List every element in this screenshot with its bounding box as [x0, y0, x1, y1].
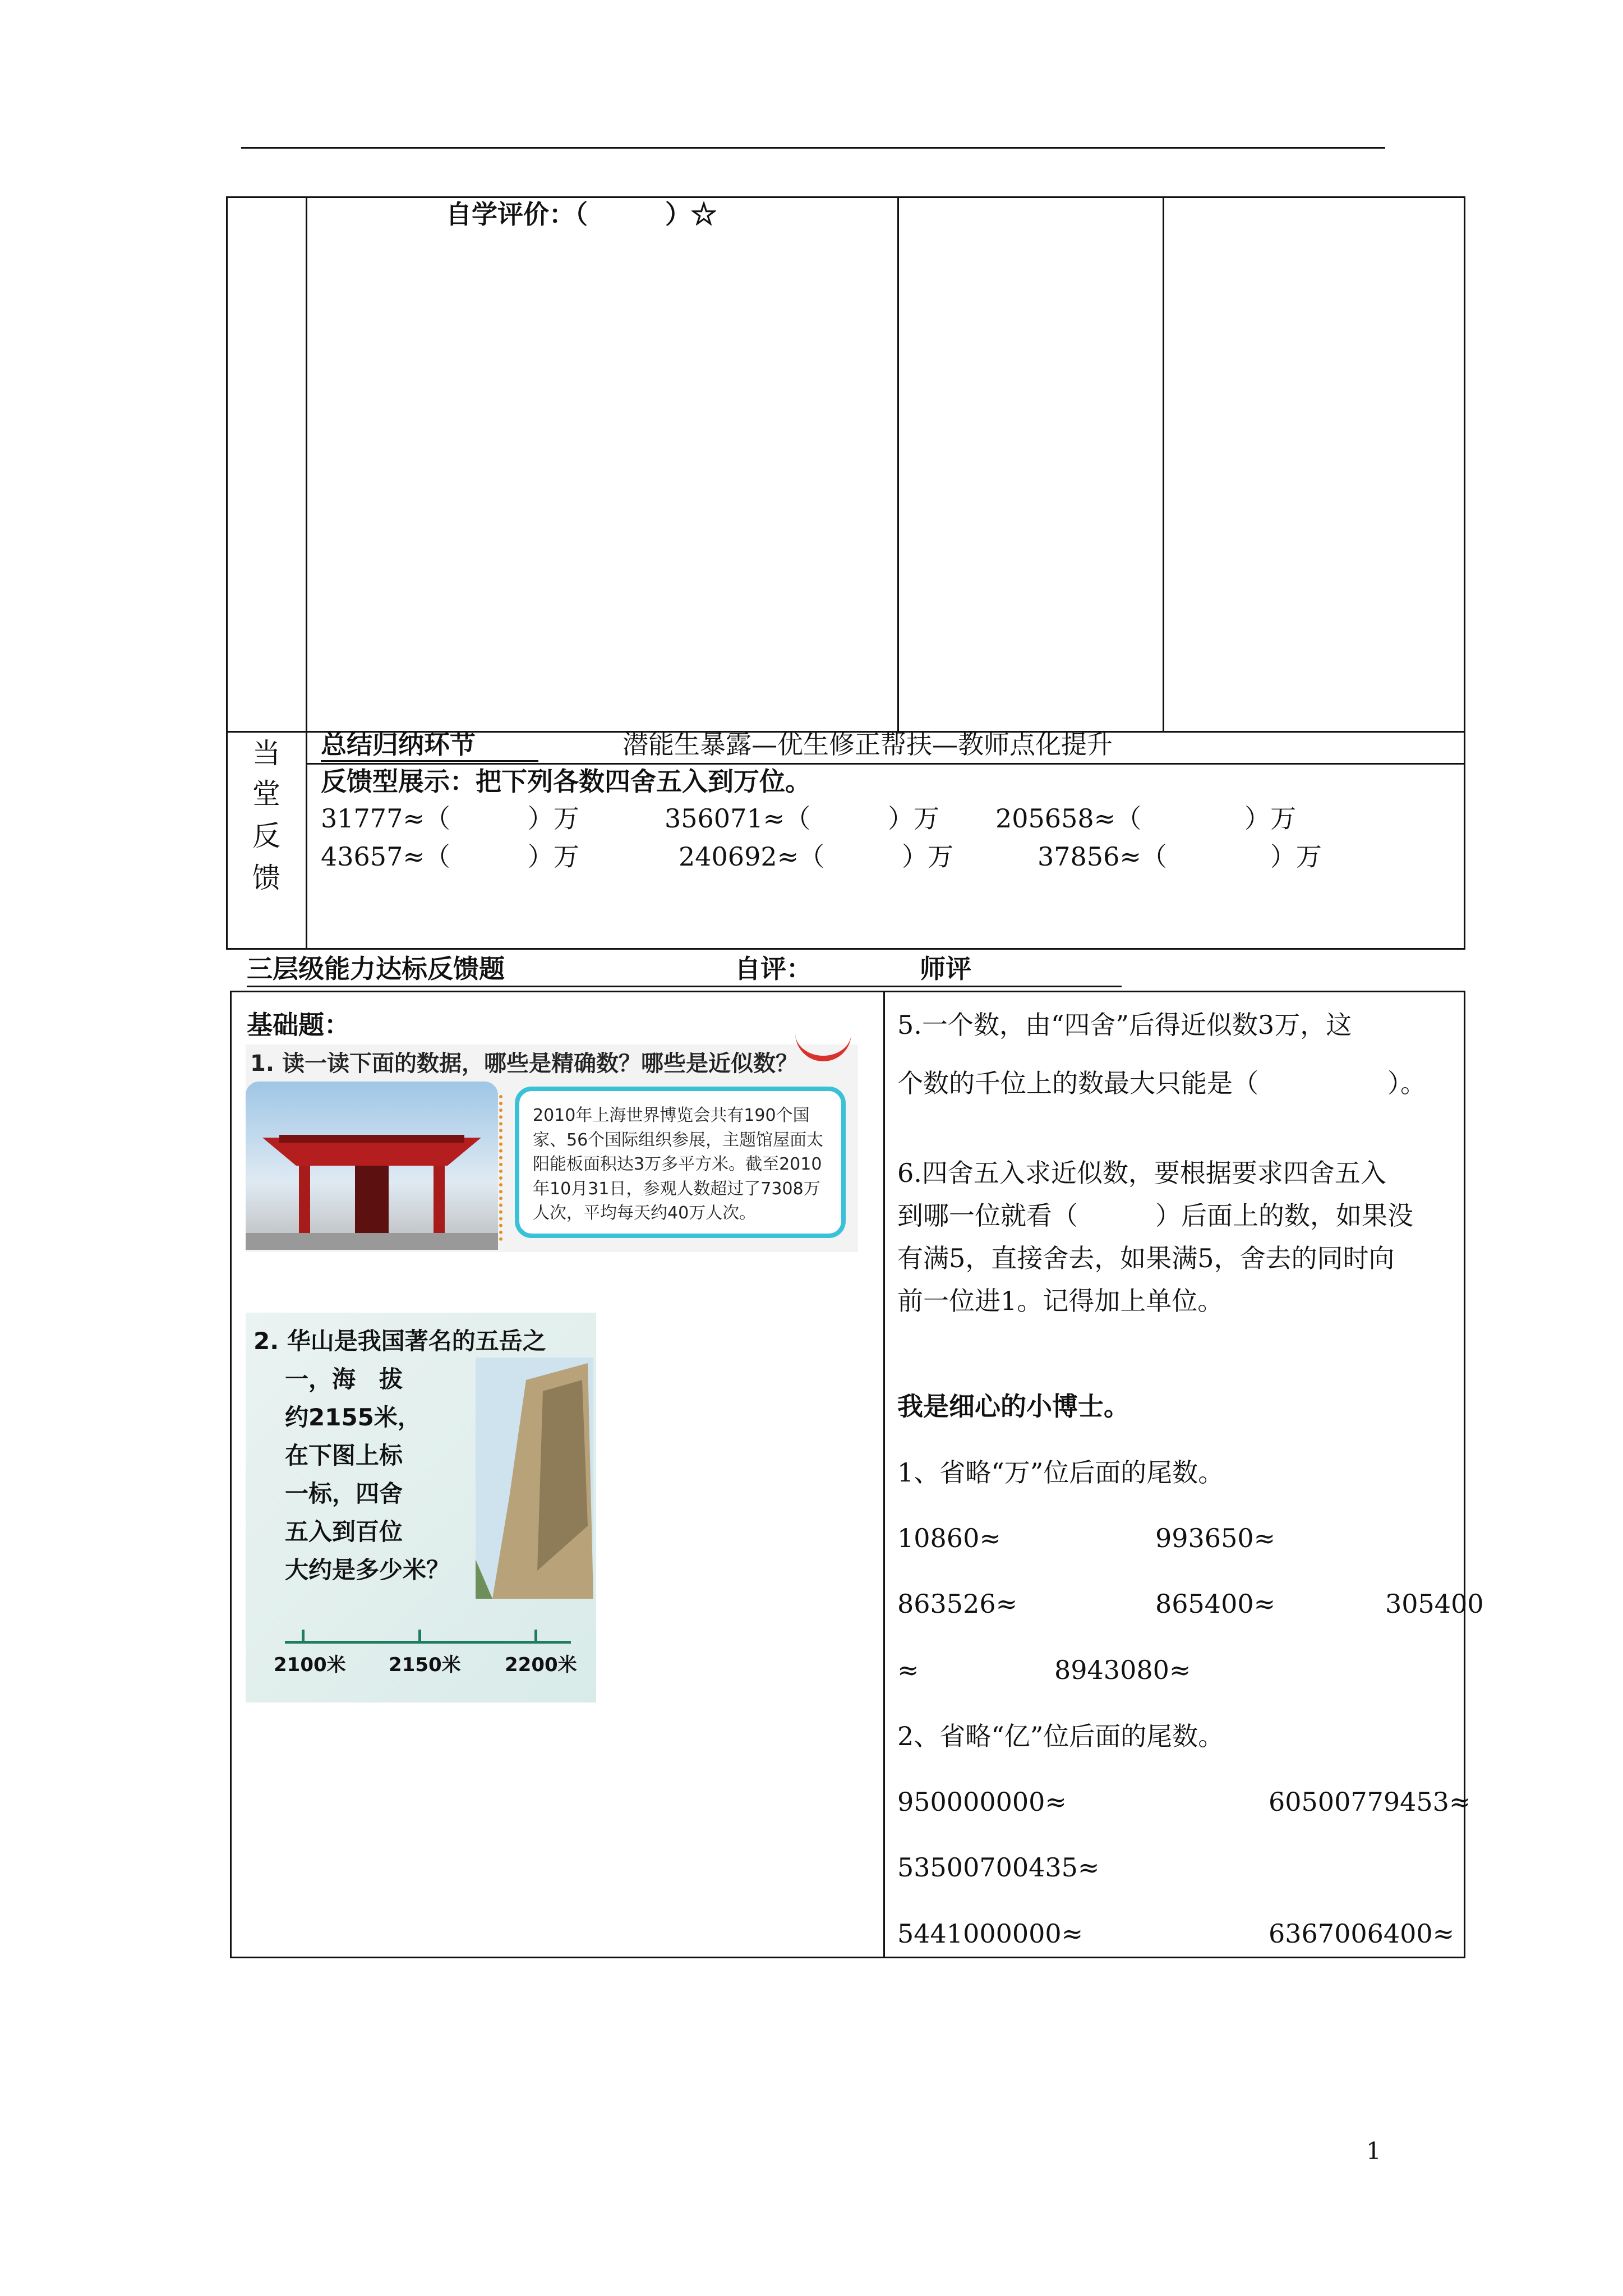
header-rule: [241, 147, 1385, 149]
exercise-item: 863526≈: [897, 1589, 1018, 1619]
page-number: 1: [1366, 2137, 1381, 2165]
exercise-item: 950000000≈: [897, 1787, 1067, 1817]
exercise-item: 993650≈: [1155, 1523, 1276, 1553]
self-eval-field: 自评：: [735, 954, 812, 984]
exercise-item: 53500700435≈: [897, 1852, 1100, 1883]
q1-heading: 1. 读一读下面的数据，哪些是精确数？哪些是近似数？: [250, 1051, 798, 1076]
exercise-item: 8943080≈: [1054, 1655, 1191, 1685]
q2-line: 2. 华山是我国著名的五岳之: [253, 1327, 546, 1355]
round-item: 37856≈（ ）万: [1038, 841, 1322, 872]
basic-label: 基础题：: [247, 1010, 350, 1040]
exercise-item: 865400≈: [1155, 1589, 1276, 1619]
part1-title: 1、省略“万”位后面的尾数。: [897, 1457, 1224, 1488]
tick-label: 2100米: [274, 1654, 346, 1676]
self-eval-label: 自学评价：（ ）☆: [446, 199, 717, 229]
q6-line: 有满5，直接舍去，如果满5，舍去的同时向: [897, 1243, 1395, 1273]
huashan-photo: [476, 1358, 593, 1599]
q6-line: 6.四舍五入求近似数，要根据要求四舍五入: [897, 1158, 1386, 1188]
part2-title: 2、省略“亿”位后面的尾数。: [897, 1721, 1224, 1751]
feedback-title: 反馈型展示：把下列各数四舍五入到万位。: [321, 766, 811, 797]
teacher-eval-field: 师评: [920, 954, 971, 984]
summary-flow: 潜能生暴露—优生修正帮扶—教师点化提升: [623, 729, 1113, 760]
round-item: 205658≈（ ）万: [995, 803, 1297, 834]
q2-line: 在下图上标: [285, 1442, 403, 1469]
china-pavilion-icon: [246, 1082, 498, 1250]
mountain-icon: [476, 1358, 593, 1599]
summary-title: 总结归纳环节: [321, 729, 476, 760]
side-label-4: 馈: [252, 862, 280, 894]
q2-line: 大约是多少米？: [285, 1556, 450, 1584]
tick-label: 2200米: [505, 1654, 577, 1676]
side-label-3: 反: [252, 820, 280, 852]
exercise-item: 6367006400≈: [1269, 1918, 1455, 1949]
q6-line: 到哪一位就看（ ）后面上的数，如果没: [897, 1200, 1413, 1231]
expo-question-image: [246, 1045, 858, 1252]
side-label-1: 当: [252, 737, 280, 770]
expo-info-box: [515, 1087, 846, 1238]
section-title: 三层级能力达标反馈题: [247, 954, 505, 984]
q2-line: 一标，四舍: [285, 1480, 403, 1507]
red-arc-icon: [795, 1028, 851, 1061]
round-item: 31777≈（ ）万: [321, 803, 579, 834]
exercise-item: ≈: [897, 1655, 919, 1685]
number-line: [285, 1641, 571, 1644]
round-item: 43657≈（ ）万: [321, 841, 579, 872]
huashan-question-image: [246, 1313, 596, 1703]
tick-label: 2150米: [389, 1654, 461, 1676]
q6-line: 前一位进1。记得加上单位。: [897, 1286, 1224, 1316]
side-label-2: 堂: [252, 777, 280, 810]
q5-line-2: 个数的千位上的数最大只能是（ ）。: [897, 1068, 1426, 1098]
q2-line: 一，海 拔: [285, 1365, 403, 1393]
q2-line: 约2155米，: [285, 1404, 421, 1431]
round-item: 240692≈（ ）万: [679, 841, 954, 872]
doctor-title: 我是细心的小博士。: [897, 1391, 1129, 1421]
q5-line-1: 5.一个数，由“四舍”后得近似数3万，这: [897, 1010, 1352, 1040]
exercise-item: 305400: [1385, 1589, 1484, 1619]
exercise-item: 60500779453≈: [1269, 1787, 1471, 1817]
q2-line: 五入到百位: [285, 1518, 403, 1545]
q1-text: 2010年上海世界博览会共有190个国家、56个国际组织参展，主题馆屋面太阳能板面积达3万多平方米。截至2010年10月31日，参观人数超过了7308万人次，平均每天约40万人次。: [533, 1106, 824, 1223]
expo-pavilion-photo: [246, 1082, 498, 1250]
exercise-item: 10860≈: [897, 1523, 1001, 1553]
round-item: 356071≈（ ）万: [665, 803, 940, 834]
exercise-item: 5441000000≈: [897, 1918, 1083, 1949]
